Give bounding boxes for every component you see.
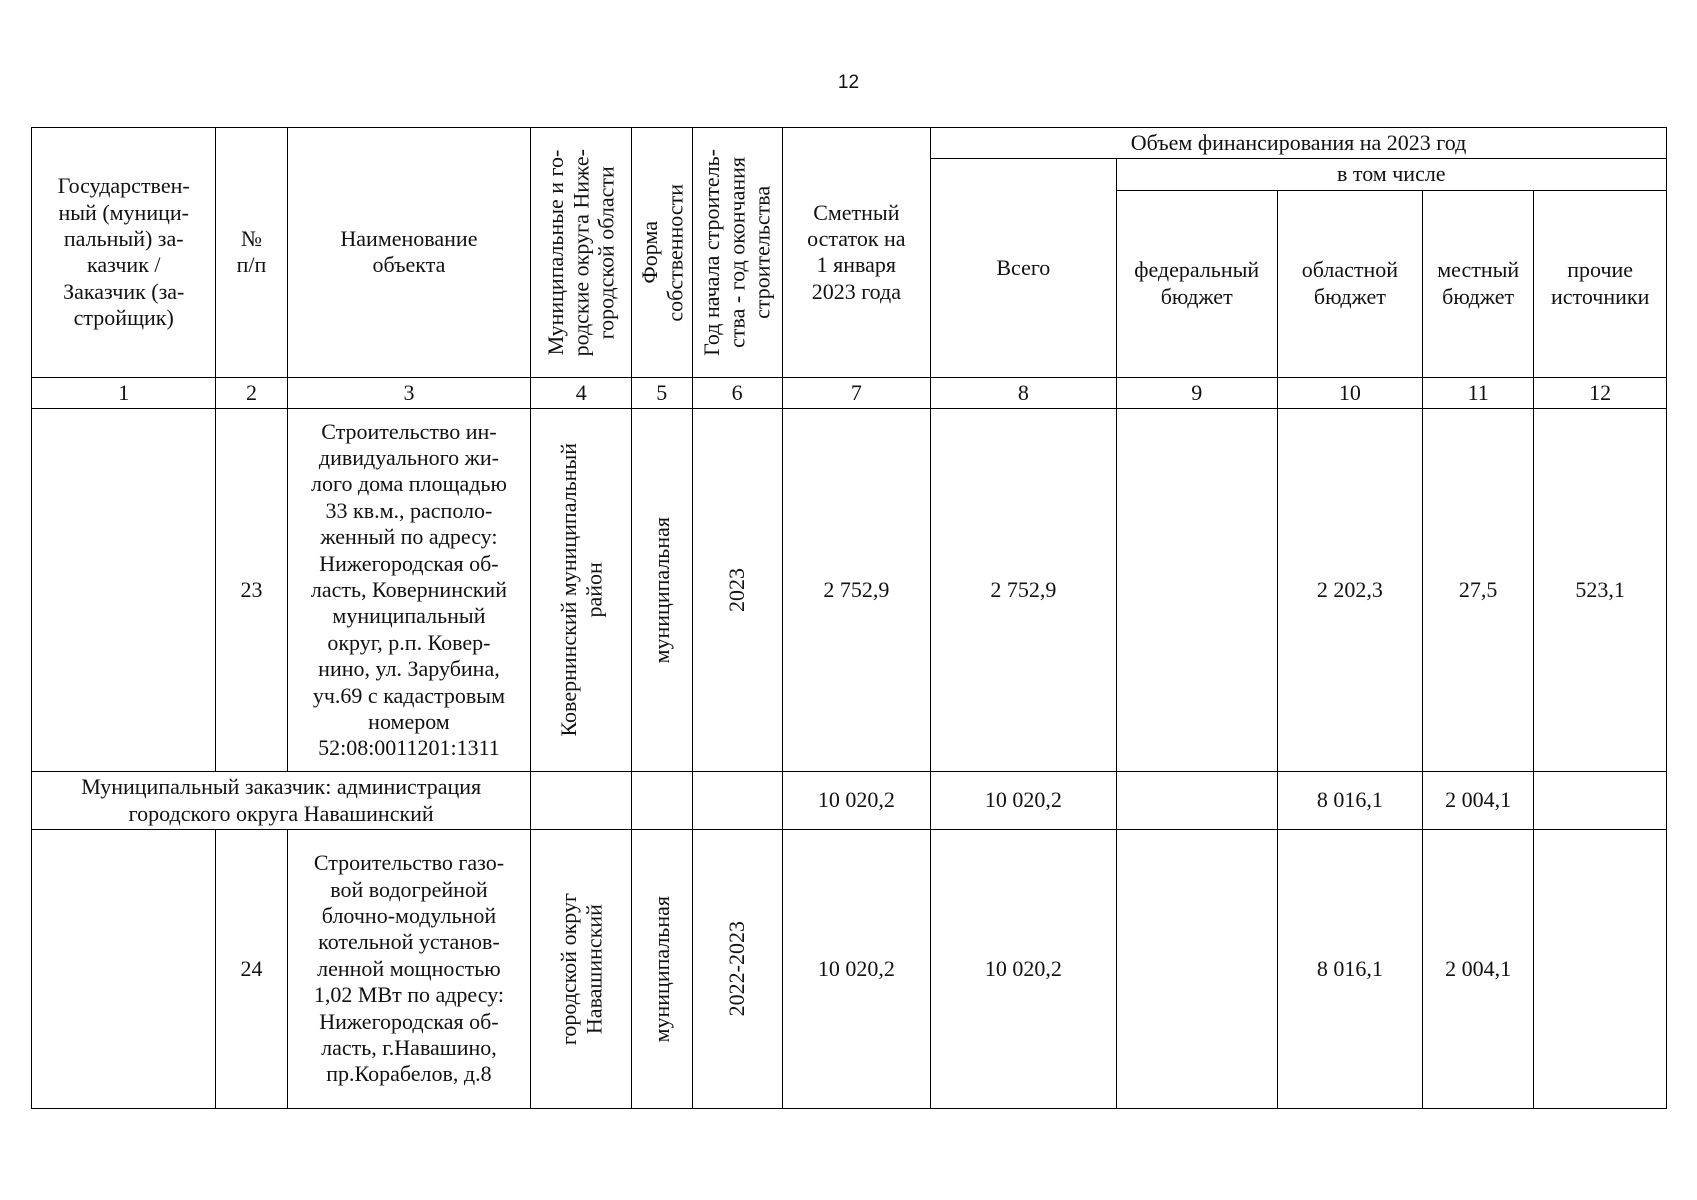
column-number: 12 <box>1534 377 1667 408</box>
header-including: в том числе <box>1116 159 1666 190</box>
federal-value <box>1116 772 1277 830</box>
column-number: 7 <box>782 377 930 408</box>
column-number: 6 <box>692 377 782 408</box>
column-number: 9 <box>1116 377 1277 408</box>
estimate-value: 10 020,2 <box>782 829 930 1108</box>
table-row-23 <box>32 409 1667 772</box>
header-row-number: № п/п <box>216 128 287 378</box>
header-object-name: Наименование объекта <box>287 128 531 378</box>
district-cell <box>531 772 632 830</box>
regional-value: 8 016,1 <box>1277 829 1422 1108</box>
estimate-value: 10 020,2 <box>782 772 930 830</box>
years-cell: 2023 <box>692 409 782 772</box>
column-number: 3 <box>287 377 531 408</box>
table-row-24 <box>32 829 1667 1108</box>
column-number: 5 <box>632 377 692 408</box>
federal-value <box>1116 829 1277 1108</box>
header-financing-title: Объем финансирования на 2023 год <box>931 128 1667 159</box>
total-value: 10 020,2 <box>931 829 1117 1108</box>
ownership-cell <box>632 772 692 830</box>
column-number: 8 <box>931 377 1117 408</box>
header-local: местный бюджет <box>1423 190 1534 377</box>
object-name: Строительство газо- вой водогрейной блочно-модульной котельной установ- ленной мощностью 1,02 МВт по адресу: Нижегородская об- ласть, г.Навашино, пр.Корабелов, д.8 <box>287 829 531 1108</box>
total-value: 2 752,9 <box>931 409 1117 772</box>
regional-value: 2 202,3 <box>1277 409 1422 772</box>
header-total: Всего <box>931 159 1117 377</box>
column-number-row <box>32 377 1667 408</box>
total-value: 10 020,2 <box>931 772 1117 830</box>
header-other: прочие источники <box>1534 190 1667 377</box>
municipal-customer-label: Муниципальный заказчик: администрация городского округа Навашинский <box>32 772 531 830</box>
local-value: 2 004,1 <box>1423 829 1534 1108</box>
column-number: 2 <box>216 377 287 408</box>
ownership-cell: муниципальная <box>632 409 692 772</box>
header-district: Муниципальные и го- родские округа Ниже- городской области <box>531 128 632 378</box>
financing-table <box>31 127 1667 1109</box>
header-years: Год начала строитель- ства - год окончания строительства <box>692 128 782 378</box>
column-number: 1 <box>32 377 216 408</box>
local-value: 2 004,1 <box>1423 772 1534 830</box>
row-number: 23 <box>216 409 287 772</box>
years-cell <box>692 772 782 830</box>
other-value: 523,1 <box>1534 409 1667 772</box>
federal-value <box>1116 409 1277 772</box>
header-regional: областной бюджет <box>1277 190 1422 377</box>
header-estimate: Сметный остаток на 1 января 2023 года <box>782 128 930 378</box>
other-value <box>1534 772 1667 830</box>
header-federal: федеральный бюджет <box>1116 190 1277 377</box>
years-cell: 2022-2023 <box>692 829 782 1108</box>
object-name: Строительство ин- дивидуального жи- лого дома площадью 33 кв.м., располо- женный по адресу: Нижегородская об- ласть, Ковернинский муниципальный округ, р.п. Ковер- нино, ул. Зарубина, уч.69 с кадастровым номером 52:08:0011201:1311 <box>287 409 531 772</box>
regional-value: 8 016,1 <box>1277 772 1422 830</box>
column-number: 4 <box>531 377 632 408</box>
customer-cell <box>32 409 216 772</box>
local-value: 27,5 <box>1423 409 1534 772</box>
group-row-navashino <box>32 772 1667 830</box>
page-number: 12 <box>837 72 860 93</box>
row-number: 24 <box>216 829 287 1108</box>
column-number: 11 <box>1423 377 1534 408</box>
column-number: 10 <box>1277 377 1422 408</box>
other-value <box>1534 829 1667 1108</box>
estimate-value: 2 752,9 <box>782 409 930 772</box>
header-customer: Государствен- ный (муници- пальный) за- казчик / Заказчик (за- стройщик) <box>32 128 216 378</box>
ownership-cell: муниципальная <box>632 829 692 1108</box>
district-cell: городской округ Навашинский <box>531 829 632 1108</box>
customer-cell <box>32 829 216 1108</box>
header-ownership: Форма собственности <box>632 128 692 378</box>
district-cell: Ковернинский муниципальный район <box>531 409 632 772</box>
